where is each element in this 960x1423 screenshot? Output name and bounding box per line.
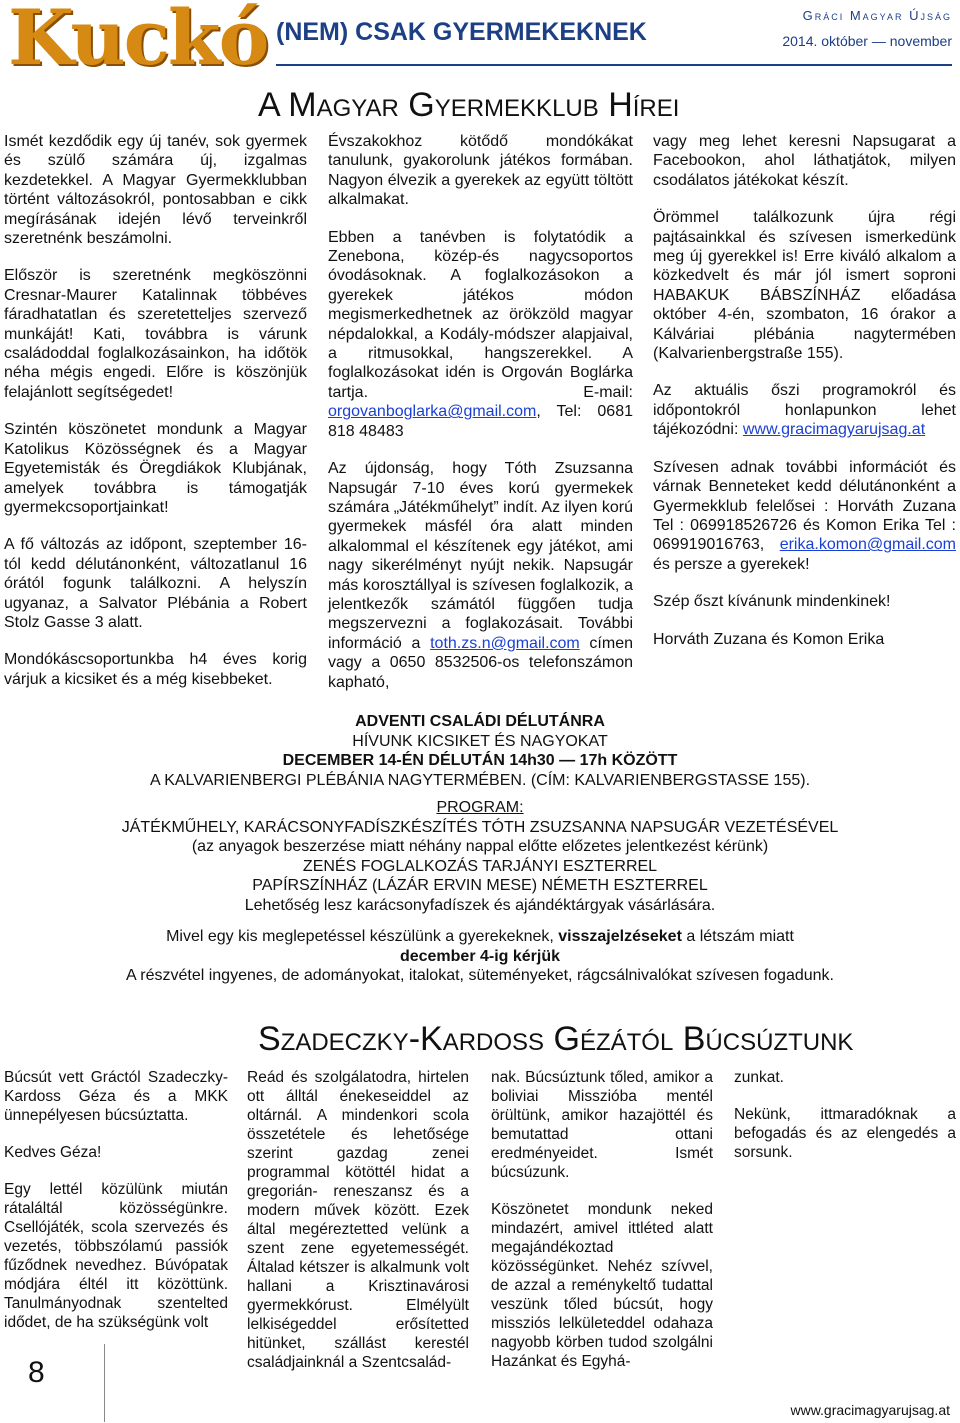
paragraph: Örömmel találkozunk újra régi pajtásainkkal és szívesen ismerkedünk meg új gyerekkel is! Erre kiváló alkalom a közkedvelt és már jól ismert soproni HABAKUK BÁBSZÍNHÁZ előadása október 4-én, szombaton, 16 órakor a Kálváriai plébánia nagytermében (Kalvarienbergstraße 155). [653,209,956,363]
program-item: JÁTÉKMŰHELY, KARÁCSONYFADÍSZKÉSZÍTÉS TÓTH ZSUZSANNA NAPSUGÁR VEZETÉSÉVEL [121,818,839,836]
paragraph: zunkat. [734,1069,784,1086]
publication-info [782,8,952,49]
paragraph: Az újdonság, hogy Tóth Zsuzsanna Napsugár 7-10 éves korú gyermekek számára „Játékműhelyt” indít. Az ilyen korú gyermekek másfél óra alatt minden alkalommal el készítenek egy játékot, ami nagy sikerélményt nyújt nekik. Napsugár más korosztállyal is szívesen foglalkozik, a jelentkezők számától függően tudja megszervezni a foglakozásait. További információ a toth.zs.n@gmail.com címen vagy a 0650 8532506-os telefonszámon kapható, [328,460,634,691]
issue-date: 2014. október — november [782,33,952,49]
program-label: PROGRAM: [436,799,524,816]
article-column-3 [653,132,956,667]
paragraph: vagy meg lehet keresni Napsugarat a Facebookon, ahol láthatjátok, milyen csodálatos játékokat készít. [653,133,956,189]
article-column-2 [328,132,633,710]
header-rule [276,64,952,66]
section-title-gyermekklub: A Magyar Gyermekklub Hírei [258,86,680,124]
publication-name: Gráci Magyar Újság [802,8,952,23]
email-link-orgovan[interactable]: orgovanboglarka@gmail.com [328,403,537,421]
farewell-column-4 [734,1068,956,1180]
paragraph: Először is szeretnénk megköszönni Cresnar-Maurer Katalinnak többéves fáradhatatlan és szeretetteljes szervező munkáját! Kati, továbbra is várunk családoddal foglalkozásainkon, ha időtök néha mégis engedi. Előre is köszönjük felajánlott segítségedet! [4,267,307,401]
email-link-toth[interactable]: toth.zs.n@gmail.com [430,634,580,652]
article-column-1 [4,132,307,707]
paragraph: Ebben a tanévben is folytatódik a Zenebona, közép-és nagycsoportos óvodásoknak. A foglalkozásokon a gyerekek játékos módon megismerkedhetnek az örökzöld magyar népdalokkal, a Kodály-módszer alapjaival, a ritmusokkal, hangszerekkel. A foglalkozásokat idén is Orgován Boglárka tartja. E-mail: orgovanboglarka@gmail.com, Tel: 0681 818 48483 [328,228,633,440]
section-title-bucsuztunk: Szadeczky-Kardoss Gézától Búcsúztunk [258,1020,854,1058]
program-item: PAPÍRSZÍNHÁZ (LÁZÁR ERVIN MESE) NÉMETH ESZTERREL [252,877,708,894]
paragraph: Ismét kezdődik egy új tanév, sok gyermek és szülő számára új, izgalmas kezdetekkel. A Magyar Gyermekklubban történt változásokról, pontosabban e cikk megírásának idején lévő terveinkről szeretnénk beszámolni. [4,133,307,248]
paragraph: Szívesen adnak további információt és várnak Benneteket kedd délutánonként a Gyermekklub felelősei : Horváth Zuzana Tel : 069918526726 és Komon Erika Tel : 069919016763, erika.komon@gmail.com és persze a gyerekek! [653,458,956,573]
event-place: A KALVARIENBERGI PLÉBÁNIA NAGYTERMÉBEN. (CÍM: KALVARIENBERGSTASSE 155). [149,771,811,789]
paragraph: Reád és szolgálatodra, hirtelen ott álltál énekeseiddel az oltárnál. A mindenkori scola összetétele és lehetősége szerint gazdag zenei programmal kötöttél hidat a gregorián- reneszansz és a modern művek között. Ezek által megéreztetted velünk a szent zene egyetemességét. Általad kétszer is alkalmunk volt hallani a Krisztinavárosi gyermekkórust. Elmélyült lelkiségeddel erősítetted hitünket, szállást kerestél családjainknál a Szentcsalád- [247,1069,469,1371]
website-link[interactable]: www.gracimagyarujsag.at [742,421,926,439]
farewell-column-2 [247,1068,469,1390]
event-title: ADVENTI CSALÁDI DÉLUTÁNRA [355,713,605,730]
paragraph: Köszönetet mondunk neked mindazért, amivel ittléted alatt megajándékoztad közösségünket. Nehéz szívvel, de azzal a reménykeltő tudattal veszünk tőled búcsút, hogy missziós lelkületeddel odahaza nagyobb körben tudod szolgálni Hazánkat és Egyhá- [491,1201,713,1370]
paragraph: Egy lettél közülünk miután rátaláltál közösségünkre. Csellójáték, scola szervezés és vezetés, többszólamú passiók fűződnek nevedhez. Búvópatak módjára éltél itt közöttünk. Tanulmányodnak szentelted idődet, de ha szükségünk volt [4,1181,228,1331]
paragraph: Szép őszt kívánunk mindenkinek! [653,593,891,611]
program-item: ZENÉS FOGLALKOZÁS TARJÁNYI ESZTERREL [302,857,658,875]
paragraph: Mondókáscsoportunkba h4 éves korig várjuk a kicsiket és a még kisebbeket. [4,651,307,688]
footer-divider [104,1344,105,1422]
paragraph: Kedves Géza! [4,1144,102,1161]
signature: Horváth Zuzana és Komon Erika [653,630,885,648]
page-number: 8 [28,1356,45,1389]
program-item: Lehetőség lesz karácsonyfadíszek és ajándéktárgyak vásárlására. [244,896,716,914]
event-invite: HÍVUNK KICSIKET ÉS NAGYOKAT [352,732,608,750]
paragraph: Az aktuális őszi programokról és időpontokról honlapunkon lehet tájékozódni: www.gracimagyarujsag.at [653,382,956,439]
event-free: A részvétel ingyenes, de adományokat, italokat, süteményeket, rágcsálnivalókat szívesen fogadunk. [126,967,834,984]
farewell-column-1 [4,1068,228,1350]
event-deadline: december 4-ig kérjük [399,947,561,965]
paragraph: Búcsút vett Gráctól Szadeczky-Kardoss Géza és a MKK ünnepélyesen búcsúztatta. [4,1069,228,1124]
program-item: (az anyagok beszerzése miatt néhány nappal előtte előzetes jelentkezést kérünk) [191,838,769,855]
paragraph: nak. Búcsúztunk tőled, amikor a boliviai Misszióba mentél örültünk, amikor hazajöttél és bemutattad ottani eredményeidet. Ismét búcsúzunk. [491,1069,713,1181]
paragraph: Nekünk, ittmaradóknak a befogadás és az elengedés a sorsunk. [734,1106,956,1161]
email-link-komon[interactable]: erika.komon@gmail.com [779,536,956,554]
paragraph: A fő változás az időpont, szeptember 16-tól kedd délutánonként, változatlanul 16 órától fogunk találkozni. A helyszín ugyanaz, a Salvator Plébánia a Robert Stolz Gasse 3 alatt. [4,536,307,631]
event-note: Mivel egy kis meglepetéssel készülünk a gyerekeknek, visszajelzéseket a létszám miatt [166,928,794,945]
logo: Kuckó [8,0,268,82]
paragraph: Évszakokhoz kötődő mondókákat tanulunk, gyakorolunk játékos formában. Nagyon élvezik a gyerekek az együtt töltött alkalmakat. [328,133,633,209]
paragraph: Szintén köszönetet mondunk a Magyar Katolikus Közösségnek és a Magyar Egyetemisták és Öregdiákok Klubjának, amelyek továbbra is támogatják gyermekcsoportjainkat! [4,421,307,516]
banner-title: (NEM) CSAK GYERMEKEKNEK [276,18,647,46]
event-announcement [40,712,920,986]
event-date: DECEMBER 14-ÉN DÉLUTÁN 14h30 — 17h KÖZÖTT [282,752,678,769]
farewell-column-3 [491,1068,713,1389]
footer-url: www.gracimagyarujsag.at [790,1402,950,1418]
